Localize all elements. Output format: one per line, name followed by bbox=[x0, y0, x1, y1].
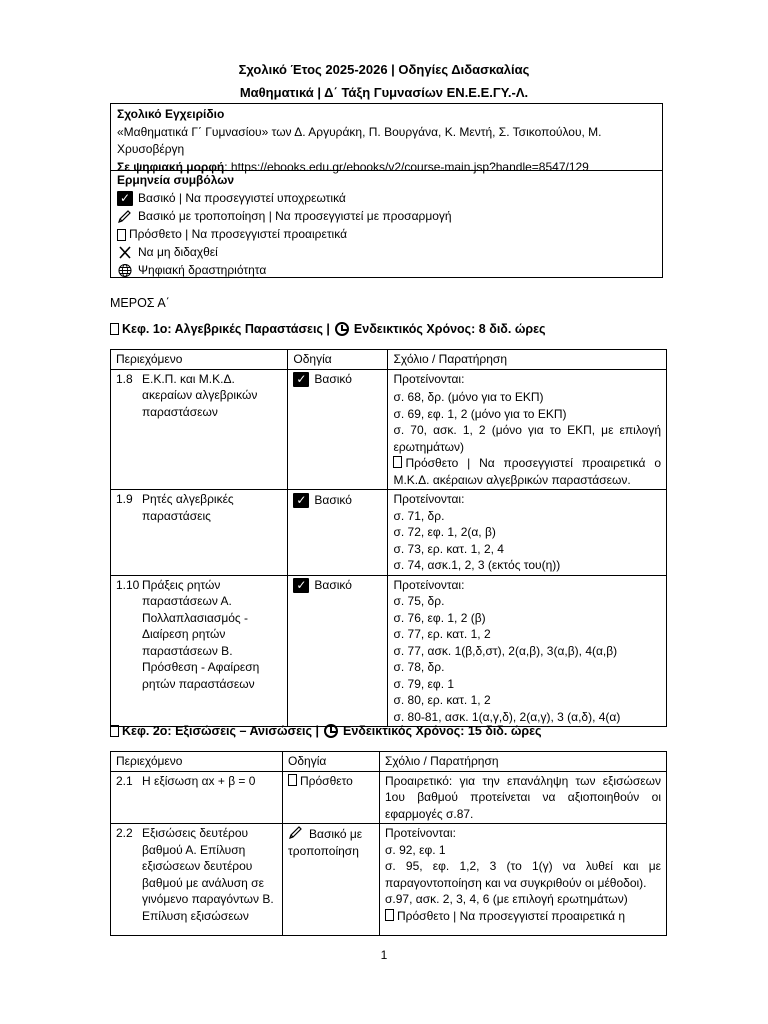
empty-box-icon bbox=[110, 323, 119, 335]
section-topic: Ρητές αλγεβρικές παραστάσεις bbox=[142, 492, 234, 523]
chapter1-table bbox=[110, 349, 667, 727]
clock-icon bbox=[335, 322, 349, 336]
instruction-label: Βασικό bbox=[314, 372, 352, 387]
table-row bbox=[111, 490, 667, 576]
comment-line: Προτείνονται: bbox=[393, 371, 465, 386]
content-cell bbox=[111, 771, 283, 824]
comment-cell bbox=[380, 771, 667, 824]
table-header-row bbox=[111, 752, 667, 772]
chapter1-heading bbox=[110, 322, 546, 336]
chapter1-time: Ενδεικτικός Χρόνος: 8 διδ. ώρες bbox=[353, 322, 546, 336]
column-header: Περιεχόμενο bbox=[111, 350, 288, 370]
chapter2-heading bbox=[110, 724, 542, 738]
comment-line: σ. 74, ασκ.1, 2, 3 (εκτός του(η)) bbox=[393, 558, 561, 572]
checkbox-checked-icon: ✓ bbox=[293, 372, 309, 387]
chapter2-time: Ενδεικτικός Χρόνος: 15 διδ. ώρες bbox=[342, 724, 542, 738]
header-line-1: Σχολικό Έτος 2025-2026 | Οδηγίες Διδασκαλίας bbox=[238, 62, 530, 77]
comment-line: σ. 80, ερ. κατ. 1, 2 bbox=[393, 693, 491, 707]
legend-box bbox=[110, 170, 663, 278]
cross-icon bbox=[117, 245, 133, 260]
comment-cell bbox=[388, 490, 667, 576]
instruction-cell bbox=[283, 824, 380, 936]
instruction-cell bbox=[288, 490, 388, 576]
empty-box-icon bbox=[110, 725, 119, 737]
chapter2-title: Κεφ. 2ο: Εξισώσεις – Ανισώσεις | bbox=[122, 724, 319, 738]
table-row bbox=[111, 771, 667, 824]
checkbox-checked-icon: ✓ bbox=[117, 191, 133, 206]
empty-box-icon bbox=[385, 909, 394, 921]
comment-line: Προτείνονται: bbox=[393, 577, 465, 592]
comment-line: σ.97, ασκ. 2, 3, 4, 6 (με επιλογή ερωτημάτων) bbox=[385, 892, 628, 906]
comment-line: σ. 76, εφ. 1, 2 (β) bbox=[393, 610, 486, 625]
section-number: 2.1 bbox=[116, 773, 133, 788]
section-topic: Εξισώσεις δευτέρου βαθμού Α. Επίλυση εξισώσεων δευτέρου βαθμού με ανάλυση σε γινόμενο παραγόντων Β. Επίλυση εξισώσεων bbox=[142, 826, 274, 923]
comment-cell bbox=[380, 824, 667, 936]
section-number: 1.10 bbox=[116, 577, 140, 592]
empty-box-icon bbox=[393, 456, 402, 468]
legend-item-basic bbox=[117, 190, 656, 208]
column-header: Περιεχόμενο bbox=[111, 752, 283, 772]
section-topic: Ε.Κ.Π. και Μ.Κ.Δ. ακεραίων αλγεβρικών παραστάσεων bbox=[142, 371, 258, 419]
comment-line: σ. 92, εφ. 1 bbox=[385, 842, 446, 857]
instruction-cell bbox=[288, 369, 388, 490]
chapter2-table bbox=[110, 751, 667, 936]
instruction-label: Πρόσθετο bbox=[300, 773, 353, 788]
legend-item-not-taught bbox=[117, 244, 656, 262]
legend-heading: Ερμηνεία συμβόλων bbox=[117, 173, 235, 187]
legend-item-label: Πρόσθετο | Να προσεγγιστεί προαιρετικά bbox=[129, 226, 348, 241]
clock-icon bbox=[324, 724, 338, 738]
legend-item-label: Ψηφιακή δραστηριότητα bbox=[138, 262, 267, 277]
comment-line: σ. 72, εφ. 1, 2(α, β) bbox=[393, 525, 496, 539]
table-header-row bbox=[111, 350, 667, 370]
instruction-label: Βασικό bbox=[314, 492, 352, 507]
comment-line: σ. 79, εφ. 1 bbox=[393, 676, 455, 691]
comment-line-additional: Πρόσθετο | Να προσεγγιστεί προαιρετικά ο Μ.Κ.Δ. ακέραιων αλγεβρικών παραστάσεων. bbox=[393, 456, 661, 487]
table-row bbox=[111, 369, 667, 490]
content-cell bbox=[111, 490, 288, 576]
digital-label: Σε ψηφιακή μορφή bbox=[117, 159, 225, 174]
section-number: 1.9 bbox=[116, 492, 133, 506]
column-header: Οδηγία bbox=[288, 350, 388, 370]
comment-line: Προτείνονται: bbox=[393, 492, 465, 506]
legend-item-digital bbox=[117, 262, 656, 280]
checkbox-checked-icon: ✓ bbox=[293, 578, 309, 593]
textbook-text: «Μαθηματικά Γ΄ Γυμνασίου» των Δ. Αργυράκη, Π. Βουργάνα, Κ. Μεντή, Σ. Τσικοπούλου, Μ. Χρυσοβέργη bbox=[117, 124, 602, 156]
part-title: ΜΕΡΟΣ Α΄ bbox=[110, 296, 170, 310]
comment-line: σ. 68, δρ. (μόνο για το ΕΚΠ) bbox=[393, 390, 544, 404]
header-line-2: Μαθηματικά | Δ΄ Τάξη Γυμνασίων ΕΝ.Ε.Ε.ΓΥ.-Λ. bbox=[239, 85, 529, 100]
digital-url[interactable]: : https://ebooks.edu.gr/ebooks/v2/course-main.jsp?handle=8547/129 bbox=[224, 159, 589, 174]
comment-line-additional: Πρόσθετο | Να προσεγγιστεί προαιρετικά η bbox=[385, 908, 661, 925]
section-topic: Η εξίσωση αx + β = 0 bbox=[142, 773, 256, 788]
comment-line: σ. 73, ερ. κατ. 1, 2, 4 bbox=[393, 541, 504, 556]
empty-box-icon bbox=[117, 229, 126, 241]
empty-box-icon bbox=[288, 774, 297, 786]
comment-line: Προτείνονται: bbox=[385, 826, 456, 840]
comment-line: σ. 71, δρ. bbox=[393, 508, 445, 523]
section-number: 2.2 bbox=[116, 826, 133, 840]
instruction-label: Βασικό bbox=[314, 578, 352, 593]
comment-cell bbox=[388, 575, 667, 727]
comment-line: Προαιρετικό: για την επανάληψη των εξισώσεων 1ου βαθμού προτείνεται να αξιοποιηθούν οι εφαρμογές σ.87. bbox=[385, 773, 661, 821]
chapter1-title: Κεφ. 1ο: Αλγεβρικές Παραστάσεις | bbox=[122, 322, 330, 336]
content-cell bbox=[111, 369, 288, 490]
comment-cell bbox=[388, 369, 667, 490]
table-row bbox=[111, 824, 667, 936]
page-number: 1 bbox=[380, 948, 388, 962]
column-header: Οδηγία bbox=[283, 752, 380, 772]
pencil-icon bbox=[117, 209, 133, 224]
column-header: Σχόλιο / Παρατήρηση bbox=[380, 752, 667, 772]
checkbox-checked-icon: ✓ bbox=[293, 493, 309, 508]
comment-line: σ. 70, ασκ. 1, 2 (μόνο για το ΕΚΠ, με επιλογή ερωτημάτων) bbox=[393, 423, 661, 454]
comment-line: σ. 69, εφ. 1, 2 (μόνο για το ΕΚΠ) bbox=[393, 406, 567, 421]
instruction-cell bbox=[283, 771, 380, 824]
section-number: 1.8 bbox=[116, 371, 133, 386]
table-row bbox=[111, 575, 667, 727]
globe-icon bbox=[117, 263, 133, 278]
legend-item-label: Βασικό με τροποποίηση | Να προσεγγιστεί με προσαρμογή bbox=[138, 208, 452, 223]
content-cell bbox=[111, 824, 283, 936]
comment-line: σ. 95, εφ. 1,2, 3 (το 1(γ) να λυθεί και με παραγοντοποίηση και να συγκριθούν οι μέθοδοι). bbox=[385, 859, 661, 890]
comment-line: σ. 80-81, ασκ. 1(α,γ,δ), 2(α,γ), 3 (α,δ), 4(α) bbox=[393, 709, 621, 724]
textbook-box bbox=[110, 103, 663, 174]
legend-item-label: Βασικό | Να προσεγγιστεί υποχρεωτικά bbox=[138, 190, 346, 205]
textbook-heading: Σχολικό Εγχειρίδιο bbox=[117, 107, 225, 121]
instruction-label: Βασικό με τροποποίηση bbox=[288, 827, 363, 858]
comment-line: σ. 77, ερ. κατ. 1, 2 bbox=[393, 627, 491, 641]
pencil-icon bbox=[288, 825, 304, 840]
comment-line: σ. 75, δρ. bbox=[393, 594, 445, 608]
column-header: Σχόλιο / Παρατήρηση bbox=[388, 350, 667, 370]
content-cell bbox=[111, 575, 288, 727]
legend-item-additional bbox=[117, 226, 656, 244]
instruction-cell bbox=[288, 575, 388, 727]
comment-line: σ. 78, δρ. bbox=[393, 660, 445, 674]
legend-item-modified bbox=[117, 208, 656, 226]
section-topic: Πράξεις ρητών παραστάσεων Α. Πολλαπλασιασμός - Διαίρεση ρητών παραστάσεων Β. Πρόσθεση - Αφαίρεση ρητών παραστάσεων bbox=[142, 577, 260, 691]
legend-item-label: Να μη διδαχθεί bbox=[138, 244, 218, 259]
comment-line: σ. 77, ασκ. 1(β,δ,στ), 2(α,β), 3(α,β), 4(α,β) bbox=[393, 643, 618, 658]
